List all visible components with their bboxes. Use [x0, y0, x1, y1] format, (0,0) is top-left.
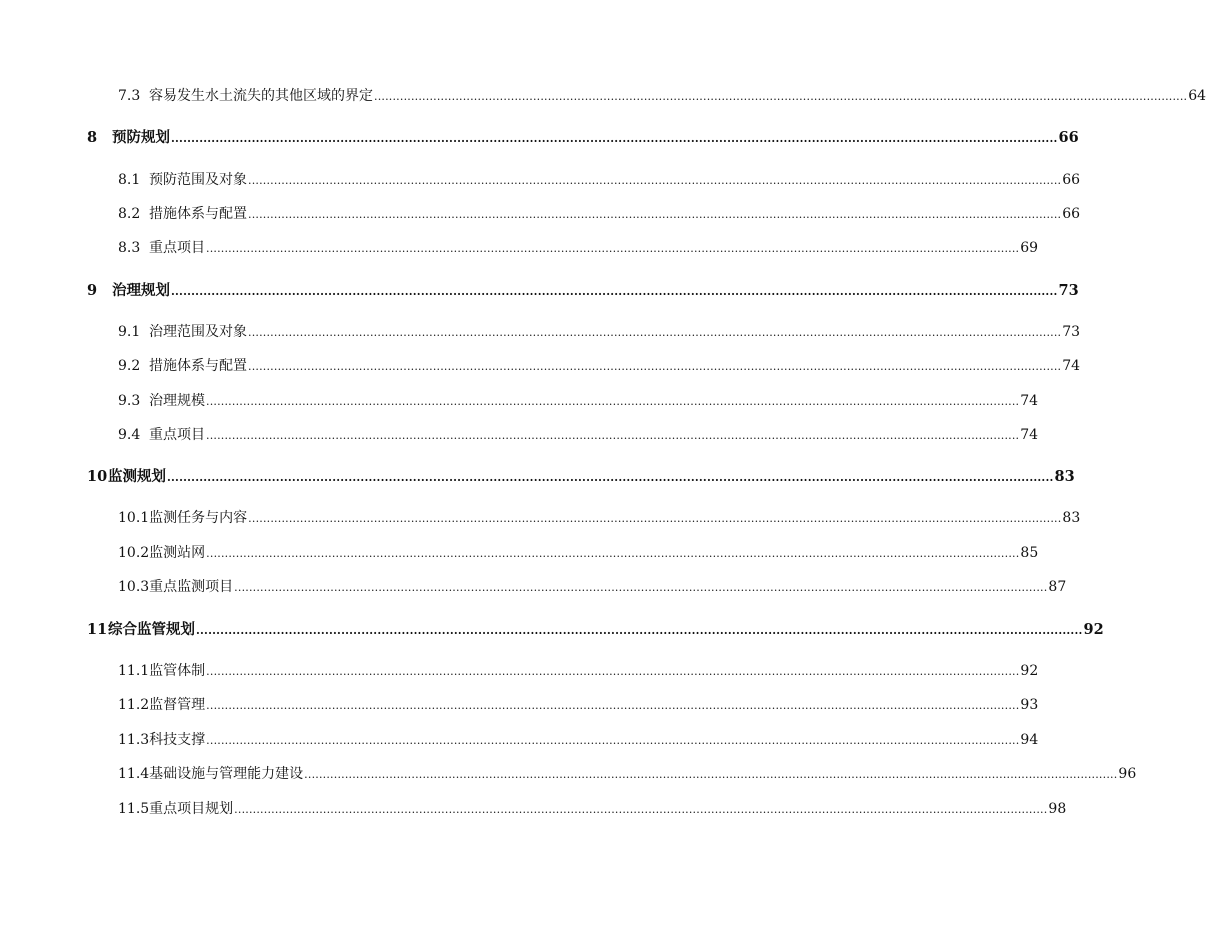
toc-title: 措施体系与配置	[149, 206, 247, 222]
toc-entry-9-1[interactable]	[118, 324, 1081, 340]
toc-leader-dots: ............................................................................................................................................................................................................................	[196, 624, 1083, 637]
toc-page-number: 73	[1062, 324, 1081, 340]
toc-number: 11.3	[118, 732, 150, 748]
toc-page-number: 69	[1020, 240, 1039, 256]
toc-entry-10-2[interactable]	[118, 545, 1039, 561]
toc-title: 科技支撑	[149, 732, 206, 748]
toc-leader-dots: ............................................................................................................................................................................................................................	[248, 208, 1062, 221]
toc-number: 9	[87, 282, 98, 299]
toc-title: 措施体系与配置	[149, 358, 247, 374]
toc-page-number: 98	[1048, 801, 1067, 817]
toc-leader-dots: ............................................................................................................................................................................................................................	[206, 242, 1020, 255]
toc-title: 治理规模	[149, 393, 205, 409]
toc-number: 10.1	[118, 510, 150, 526]
toc-title: 预防范围及对象	[149, 172, 247, 188]
toc-number: 9.3	[118, 393, 141, 409]
toc-number: 11.1	[118, 663, 150, 679]
toc-title: 监测规划	[108, 468, 166, 485]
toc-title: 监管体制	[149, 663, 206, 679]
toc-entry-11-4[interactable]	[118, 766, 1137, 782]
toc-title: 监督管理	[149, 697, 206, 713]
toc-entry-8-2[interactable]	[118, 206, 1081, 222]
toc-title: 治理范围及对象	[149, 324, 247, 340]
toc-leader-dots: ............................................................................................................................................................................................................................	[374, 90, 1188, 103]
toc-entry-7-3[interactable]	[118, 88, 1206, 104]
toc-title: 监测站网	[149, 545, 206, 561]
toc-number: 10.2	[118, 545, 150, 561]
toc-title: 容易发生水土流失的其他区域的界定	[149, 88, 373, 104]
toc-leader-dots: ............................................................................................................................................................................................................................	[206, 395, 1020, 408]
toc-leader-dots: ............................................................................................................................................................................................................................	[206, 734, 1020, 747]
toc-page-number: 94	[1020, 732, 1039, 748]
toc-leader-dots: ............................................................................................................................................................................................................................	[167, 471, 1054, 484]
toc-number: 9.2	[118, 358, 141, 374]
toc-number: 10.3	[118, 579, 150, 595]
toc-number: 9.4	[118, 427, 141, 443]
toc-leader-dots: ............................................................................................................................................................................................................................	[234, 581, 1048, 594]
toc-leader-dots: ............................................................................................................................................................................................................................	[304, 768, 1118, 781]
toc-page-number: 85	[1020, 545, 1039, 561]
toc-number: 7.3	[118, 88, 141, 104]
toc-entry-9-4[interactable]	[118, 427, 1039, 443]
toc-page-number: 83	[1062, 510, 1081, 526]
toc-entry-11[interactable]	[87, 621, 1104, 638]
toc-title: 综合监管规划	[108, 621, 195, 638]
toc-entry-11-2[interactable]	[118, 697, 1039, 713]
toc-page-number: 74	[1020, 427, 1039, 443]
toc-number: 10	[87, 468, 108, 485]
toc-page-number: 87	[1048, 579, 1067, 595]
toc-number: 11.5	[118, 801, 150, 817]
toc-number: 11.4	[118, 766, 150, 782]
toc-title: 治理规划	[112, 282, 170, 299]
toc-leader-dots: ............................................................................................................................................................................................................................	[171, 285, 1058, 298]
toc-title: 基础设施与管理能力建设	[149, 766, 304, 782]
toc-leader-dots: ............................................................................................................................................................................................................................	[206, 547, 1020, 560]
toc-page-number: 66	[1062, 206, 1081, 222]
toc-title: 重点项目规划	[149, 801, 234, 817]
toc-title: 重点项目	[149, 427, 205, 443]
toc-leader-dots: ............................................................................................................................................................................................................................	[206, 665, 1020, 678]
toc-entry-11-5[interactable]	[118, 801, 1067, 817]
toc-leader-dots: ............................................................................................................................................................................................................................	[234, 803, 1048, 816]
toc-number: 8.3	[118, 240, 141, 256]
toc-entry-10[interactable]	[87, 468, 1075, 485]
toc-number: 8.2	[118, 206, 141, 222]
toc-leader-dots: ............................................................................................................................................................................................................................	[206, 699, 1020, 712]
toc-title: 预防规划	[112, 129, 170, 146]
toc-leader-dots: ............................................................................................................................................................................................................................	[248, 326, 1062, 339]
toc-title: 重点监测项目	[149, 579, 234, 595]
toc-page-number: 64	[1188, 88, 1206, 104]
toc-entry-11-3[interactable]	[118, 732, 1039, 748]
toc-leader-dots: ............................................................................................................................................................................................................................	[206, 429, 1020, 442]
toc-page-number: 83	[1054, 468, 1075, 485]
toc-page-number: 74	[1062, 358, 1081, 374]
toc-leader-dots: ............................................................................................................................................................................................................................	[248, 360, 1062, 373]
toc-number: 8	[87, 129, 98, 146]
toc-page-number: 92	[1083, 621, 1104, 638]
toc-page-number: 66	[1062, 172, 1081, 188]
toc-entry-9[interactable]	[87, 282, 1079, 299]
toc-entry-8[interactable]	[87, 129, 1079, 146]
toc-number: 9.1	[118, 324, 141, 340]
toc-entry-8-3[interactable]	[118, 240, 1039, 256]
toc-page-number: 92	[1020, 663, 1039, 679]
toc-entry-9-2[interactable]	[118, 358, 1081, 374]
toc-number: 11	[87, 621, 108, 638]
toc-number: 11.2	[118, 697, 150, 713]
toc-number: 8.1	[118, 172, 141, 188]
toc-page-number: 96	[1118, 766, 1137, 782]
toc-entry-11-1[interactable]	[118, 663, 1039, 679]
toc-leader-dots: ............................................................................................................................................................................................................................	[248, 512, 1062, 525]
toc-entry-10-3[interactable]	[118, 579, 1067, 595]
toc-entry-9-3[interactable]	[118, 393, 1039, 409]
toc-leader-dots: ............................................................................................................................................................................................................................	[171, 132, 1058, 145]
toc-title: 监测任务与内容	[149, 510, 248, 526]
toc-entry-10-1[interactable]	[118, 510, 1081, 526]
toc-leader-dots: ............................................................................................................................................................................................................................	[248, 174, 1062, 187]
toc-page-number: 93	[1020, 697, 1039, 713]
toc-page-number: 73	[1058, 282, 1079, 299]
toc-page-number: 66	[1058, 129, 1079, 146]
toc-page-number: 74	[1020, 393, 1039, 409]
toc-entry-8-1[interactable]	[118, 172, 1081, 188]
toc-title: 重点项目	[149, 240, 205, 256]
